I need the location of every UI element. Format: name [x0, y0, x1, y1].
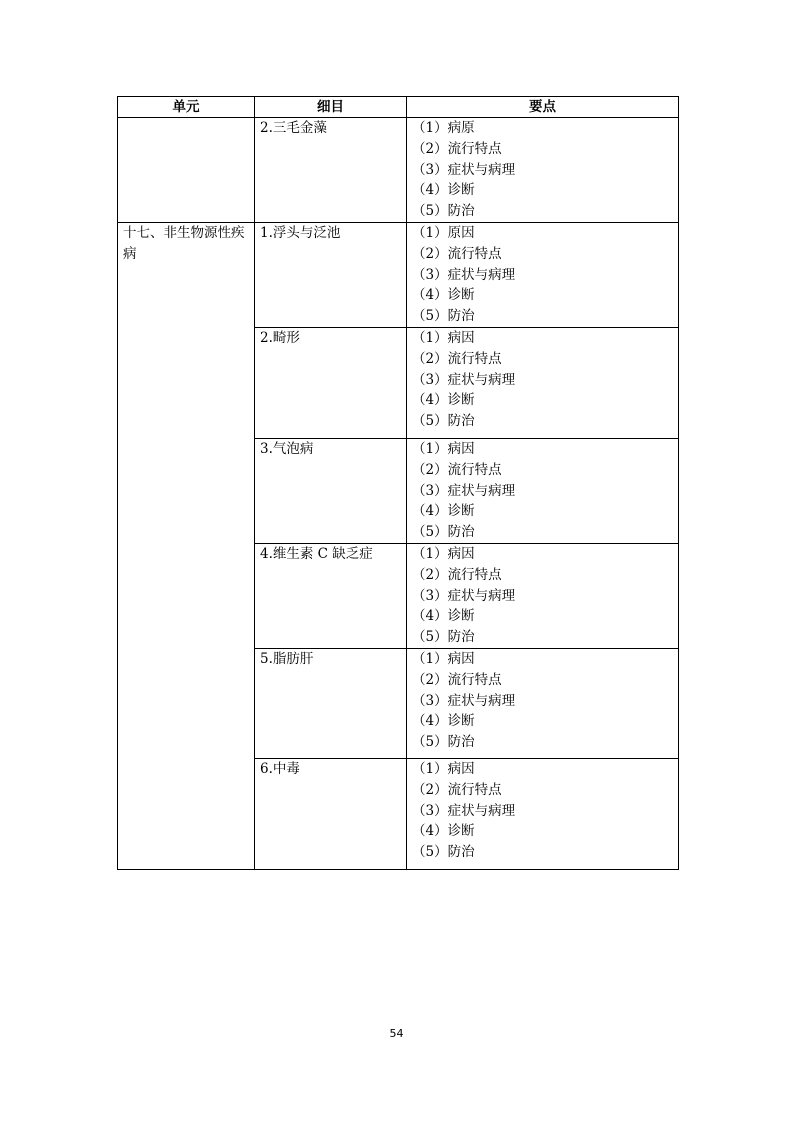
- point-item: （5）防治: [412, 203, 475, 220]
- point-item: （3）症状与病理: [412, 692, 516, 709]
- point-item: （1）病因: [412, 761, 475, 777]
- point-item: （2）流行特点: [412, 781, 502, 798]
- point-item: （3）症状与病理: [412, 371, 516, 388]
- item-label: 2.畸形: [260, 330, 300, 346]
- point-item: （3）症状与病理: [412, 802, 516, 819]
- unit-cell: [118, 223, 255, 870]
- points-cell: [407, 759, 679, 870]
- point-item: （5）防治: [412, 734, 475, 751]
- item-cell: [255, 544, 407, 649]
- point-item: （5）防治: [412, 413, 475, 430]
- item-cell: [255, 439, 407, 544]
- unit-cell-empty: [118, 118, 255, 223]
- point-item: （3）症状与病理: [412, 161, 516, 178]
- point-item: （1）病因: [412, 546, 475, 562]
- table-row: [118, 223, 679, 328]
- item-cell: [255, 328, 407, 439]
- points-cell: [407, 439, 679, 544]
- item-cell: [255, 223, 407, 328]
- item-cell: [255, 118, 407, 223]
- point-item: （3）症状与病理: [412, 266, 516, 283]
- item-label: 2.三毛金藻: [260, 120, 327, 136]
- unit-label: 十七、非生物源性疾病: [123, 225, 245, 262]
- item-cell: [255, 759, 407, 870]
- point-item: （5）防治: [412, 308, 475, 325]
- point-item: （1）病因: [412, 441, 475, 457]
- point-item: （2）流行特点: [412, 461, 502, 478]
- points-cell: [407, 223, 679, 328]
- item-label: 6.中毒: [260, 761, 300, 777]
- point-item: （4）诊断: [412, 287, 475, 304]
- point-item: （1）病因: [412, 330, 475, 346]
- page-number: 54: [389, 1027, 404, 1040]
- point-item: （4）诊断: [412, 503, 475, 520]
- point-item: （2）流行特点: [412, 350, 502, 367]
- point-item: （2）流行特点: [412, 245, 502, 262]
- item-cell: [255, 649, 407, 759]
- point-item: （4）诊断: [412, 823, 475, 840]
- point-item: （2）流行特点: [412, 566, 502, 583]
- point-item: （3）症状与病理: [412, 482, 516, 499]
- points-cell: [407, 544, 679, 649]
- point-item: （2）流行特点: [412, 140, 502, 157]
- point-item: （4）诊断: [412, 713, 475, 730]
- point-item: （2）流行特点: [412, 671, 502, 688]
- point-item: （5）防治: [412, 629, 475, 646]
- item-label: 1.浮头与泛池: [260, 225, 341, 241]
- item-label: 5.脂肪肝: [260, 651, 314, 667]
- header-points: 要点: [407, 97, 679, 118]
- point-item: （1）病因: [412, 651, 475, 667]
- syllabus-table: [117, 96, 679, 870]
- table-header-row: [118, 97, 679, 118]
- table-row: [118, 118, 679, 223]
- point-item: （5）防治: [412, 524, 475, 541]
- item-label: 4.维生素 C 缺乏症: [260, 546, 373, 562]
- point-item: （4）诊断: [412, 392, 475, 409]
- points-cell: [407, 649, 679, 759]
- header-unit: 单元: [118, 97, 255, 118]
- point-item: （4）诊断: [412, 608, 475, 625]
- point-item: （1）病原: [412, 120, 475, 136]
- point-item: （4）诊断: [412, 182, 475, 199]
- point-item: （5）防治: [412, 844, 475, 861]
- points-cell: [407, 328, 679, 439]
- point-item: （3）症状与病理: [412, 587, 516, 604]
- points-cell: [407, 118, 679, 223]
- header-item: 细目: [255, 97, 407, 118]
- item-label: 3.气泡病: [260, 441, 314, 457]
- point-item: （1）原因: [412, 225, 475, 241]
